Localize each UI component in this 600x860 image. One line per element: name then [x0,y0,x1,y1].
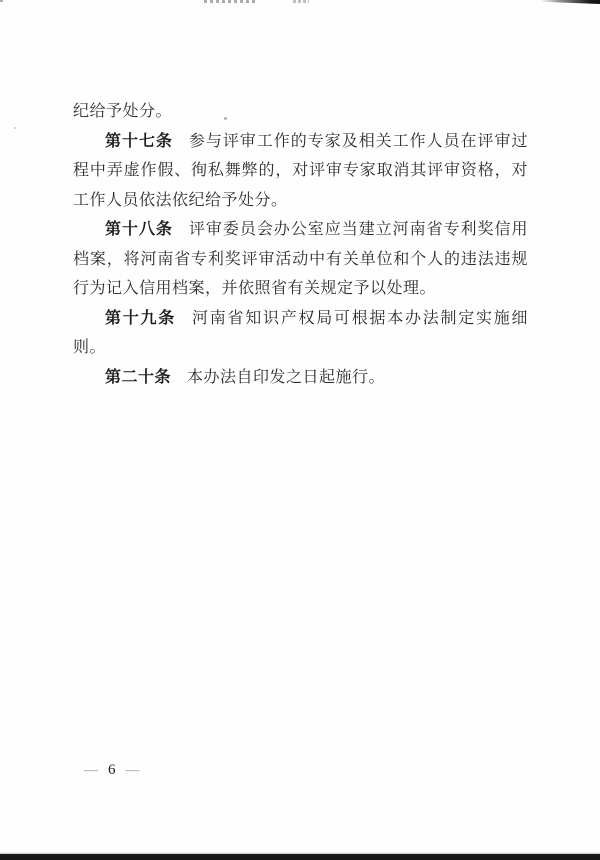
article-18-text: 评审委员会办公室应当建立河南省专利奖信用档案，将河南省专利奖评审活动中有关单位和个人的违法违规行为记入信用档案，并依照省有关规定予以处理。 [73,221,528,297]
body-text-block [73,97,528,392]
scan-artifact-top-smudge-small [293,0,309,3]
scan-edge-bottom-bar [0,854,600,860]
scan-artifact-top-smudge [204,0,258,3]
footer-right-dash: — [125,764,140,777]
article-paragraph-20 [73,363,528,393]
article-paragraph-19 [73,304,528,363]
article-paragraph-18 [73,215,528,304]
article-18-term: 第十八条 [105,221,173,238]
article-paragraph-17 [73,127,528,216]
scan-speck [14,127,16,129]
article-20-text: 本办法自印发之日起施行。 [187,368,386,386]
continuation-line: 纪给予处分。 [73,103,173,120]
scan-artifact-top-right-streak [540,0,600,4]
page-number: 6 [108,762,116,778]
article-17-text: 参与评审工作的专家及相关工作人员在评审过程中弄虚作假、徇私舞弊的，对评审专家取消其评审资格，对工作人员依法依纪给予处分。 [73,132,528,209]
footer-left-dash: — [84,764,98,777]
scan-artifact-corner-dot [0,0,3,2]
article-19-text: 河南省知识产权局可根据本办法制定实施细则。 [73,309,528,356]
article-20-term: 第二十条 [105,368,172,386]
page-footer [84,762,140,779]
article-19-term: 第十九条 [105,309,176,327]
article-17-term: 第十七条 [105,132,173,150]
